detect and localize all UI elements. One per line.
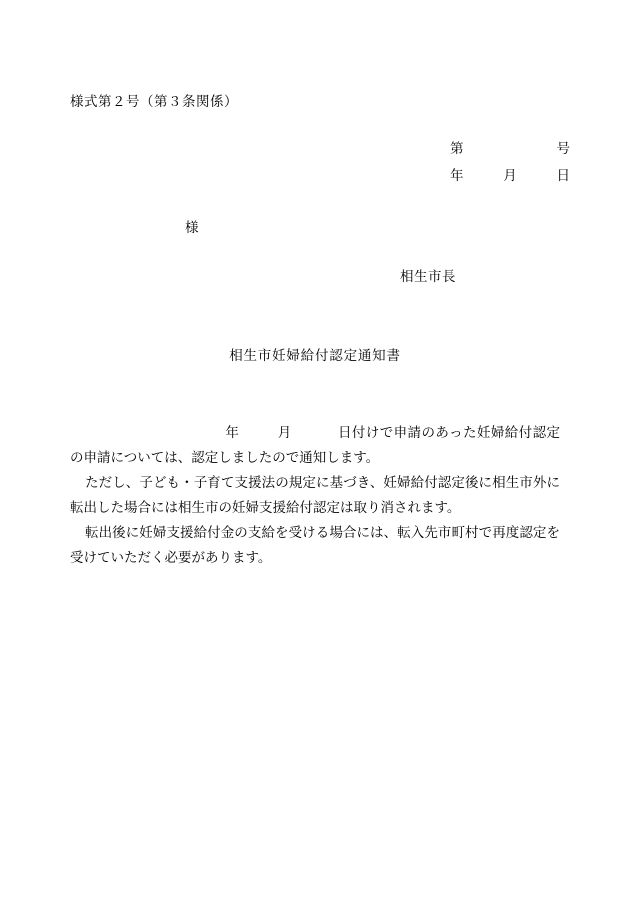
document-number-line (450, 137, 570, 157)
document-title: 相生市妊婦給付認定通知書 (229, 348, 401, 363)
issue-date-year: 年 (450, 168, 464, 183)
document-number-prefix: 第 (450, 141, 464, 156)
body-paragraph-2: ただし、子ども・子育て支援法の規定に基づき、妊婦給付認定後に相生市外に転出した場合には相生市の妊婦支援給付認定は取り消されます。 (70, 475, 560, 515)
application-date-year: 年 (225, 425, 240, 440)
body-paragraph-1 (70, 420, 560, 470)
issuer-name: 相生市長 (400, 269, 456, 284)
document-number-suffix: 号 (556, 141, 570, 156)
body-paragraph-3: 転出後に妊婦支援給付金の支給を受ける場合には、転入先市町村で再度認定を受けていただく必要があります。 (70, 525, 560, 565)
issue-date-month: 月 (503, 168, 517, 183)
issue-date-day: 日 (556, 168, 570, 183)
issue-date-line (450, 164, 570, 184)
form-number: 様式第２号（第３条関係） (70, 94, 238, 109)
application-date-month: 月 (277, 425, 292, 440)
paragraph1-rest: 認定しましたので通知します。 (191, 450, 380, 465)
application-date-day-text: 日付けで申請のあった妊婦給付認定の申請については、 (70, 425, 560, 465)
document-body (70, 420, 560, 570)
addressee-honorific: 様 (185, 220, 199, 235)
